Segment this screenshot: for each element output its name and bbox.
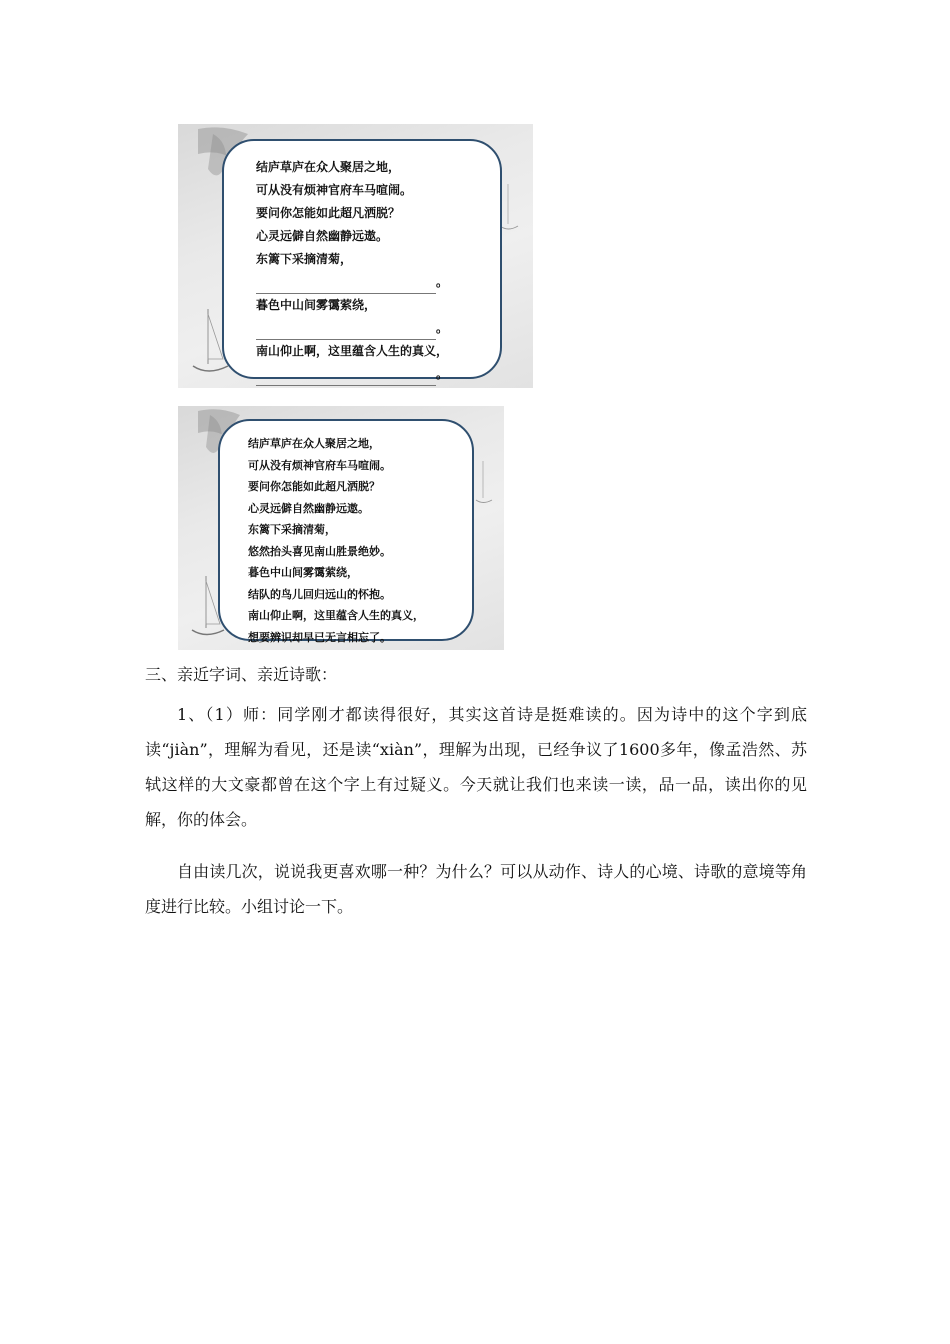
poem-line: 心灵远僻自然幽静远遨。: [256, 229, 389, 243]
blank-period: 。: [436, 321, 449, 335]
poem-line: 暮色中山间雾霭萦绕，: [256, 298, 377, 312]
poem-card: [218, 419, 474, 644]
blank-underline: [256, 321, 436, 340]
poem-line: 结队的鸟儿回归远山的怀抱。: [248, 587, 391, 601]
fill-blank-line: [256, 271, 448, 294]
fill-blank-line: [256, 363, 448, 386]
blank-underline: [256, 367, 436, 386]
poem-line: 东篱下采摘清菊，: [256, 252, 353, 266]
poem-line: 可从没有烦神官府车马喧闹。: [248, 458, 391, 472]
poem-line: 东篱下采摘清菊，: [248, 523, 336, 536]
poem-line: 可从没有烦神官府车马喧闹。: [256, 183, 413, 197]
poem-line: 暮色中山间雾霭萦绕，: [248, 566, 358, 579]
poem-line: 要问你怎能如此超凡洒脱？: [248, 480, 380, 493]
paragraph-discussion: 自由读几次，说说我更喜欢哪一种？为什么？可以从动作、诗人的心境、诗歌的意境等角度进行比较。小组讨论一下。: [145, 862, 807, 916]
poem-line: 南山仰止啊，这里蕴含人生的真义，: [248, 609, 424, 622]
poem-lines-2: [248, 433, 424, 648]
poem-line: 要问你怎能如此超凡洒脱？: [256, 206, 401, 220]
poem-card: [222, 139, 502, 379]
poem-line: 南山仰止啊，这里蕴含人生的真义，: [256, 344, 449, 358]
fill-blank-line: [256, 317, 448, 340]
blank-underline: [256, 275, 436, 294]
section-heading: 三、亲近字词、亲近诗歌：: [145, 665, 338, 684]
poem-slide-2: [178, 406, 504, 650]
blank-period: 。: [436, 275, 449, 289]
poem-line: 想要辨识却早已无言相忘了。: [248, 630, 391, 644]
blank-period: 。: [436, 367, 449, 381]
poem-line: 结庐草庐在众人聚居之地，: [256, 160, 401, 174]
poem-line: 结庐草庐在众人聚居之地，: [248, 437, 380, 450]
poem-slide-1: [178, 124, 533, 388]
poem-line: 悠然抬头喜见南山胜景绝妙。: [248, 544, 391, 558]
poem-line: 心灵远僻自然幽静远遨。: [248, 501, 369, 515]
poem-lines-1: [256, 156, 448, 386]
paragraph-teacher: 1、（1）师：同学刚才都读得很好，其实这首诗是挺难读的。因为诗中的这个字到底读“jiàn”，理解为看见，还是读“xiàn”，理解为出现，已经争议了1600多年，像孟浩然、苏轼这样的大文豪都曾在这个字上有过疑义。今天就让我们也来读一读，品一品，读出你的见解，你的体会。: [145, 705, 807, 829]
